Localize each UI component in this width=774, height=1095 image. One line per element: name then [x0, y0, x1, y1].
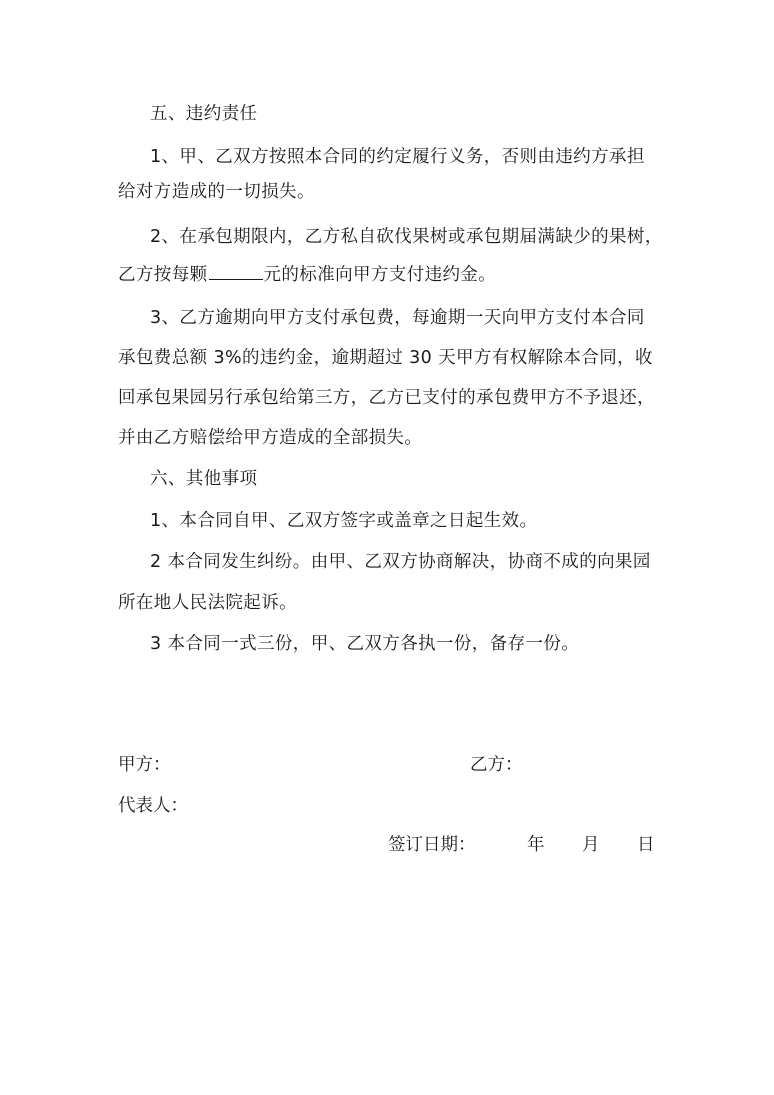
- date-month-label: 月: [582, 835, 600, 855]
- breach-clause-3-line-1: 3、乙方逾期向甲方支付承包费，每逾期一天向甲方支付本合同: [150, 308, 645, 328]
- other-clause-3: 3 本合同一式三份，甲、乙双方各执一份，备存一份。: [150, 634, 580, 654]
- party-b-label: 乙方：: [470, 755, 523, 775]
- breach-clause-2-line-2: [118, 262, 663, 287]
- section-heading-other: 六、其他事项: [150, 469, 258, 489]
- other-clause-2-line-2: 所在地人民法院起诉。: [118, 593, 297, 613]
- breach-clause-3-line-4: 并由乙方赔偿给甲方造成的全部损失。: [118, 428, 423, 448]
- sign-date-label: 签订日期：: [388, 835, 476, 855]
- breach-clause-1-line-2: 给对方造成的一切损失。: [118, 182, 315, 202]
- fill-in-blank-amount: [209, 262, 263, 280]
- breach-clause-1-line-1: 1、甲、乙双方按照本合同的约定履行义务，否则由违约方承担: [150, 147, 645, 167]
- breach-clause-3-line-2: 承包费总额 3%的违约金，逾期超过 30 天甲方有权解除本合同，收: [118, 348, 653, 368]
- representative-label: 代表人：: [118, 796, 188, 816]
- other-clause-1: 1、本合同自甲、乙双方签字或盖章之日起生效。: [150, 511, 538, 531]
- breach-clause-2-post-text: 元的标准向甲方支付违约金。: [263, 265, 497, 285]
- date-day-label: 日: [637, 835, 655, 855]
- breach-clause-2-pre-text: 乙方按每颗: [118, 265, 208, 285]
- other-clause-2-line-1: 2 本合同发生纠纷。由甲、乙双方协商解决，协商不成的向果园: [150, 552, 651, 572]
- party-a-label: 甲方：: [118, 755, 171, 775]
- breach-clause-3-line-3: 回承包果园另行承包给第三方，乙方已支付的承包费甲方不予退还，: [118, 388, 655, 408]
- breach-clause-2-line-1: 2、在承包期限内，乙方私自砍伐果树或承包期届满缺少的果树，: [150, 227, 663, 247]
- section-heading-breach: 五、违约责任: [150, 104, 258, 124]
- date-year-label: 年: [527, 835, 545, 855]
